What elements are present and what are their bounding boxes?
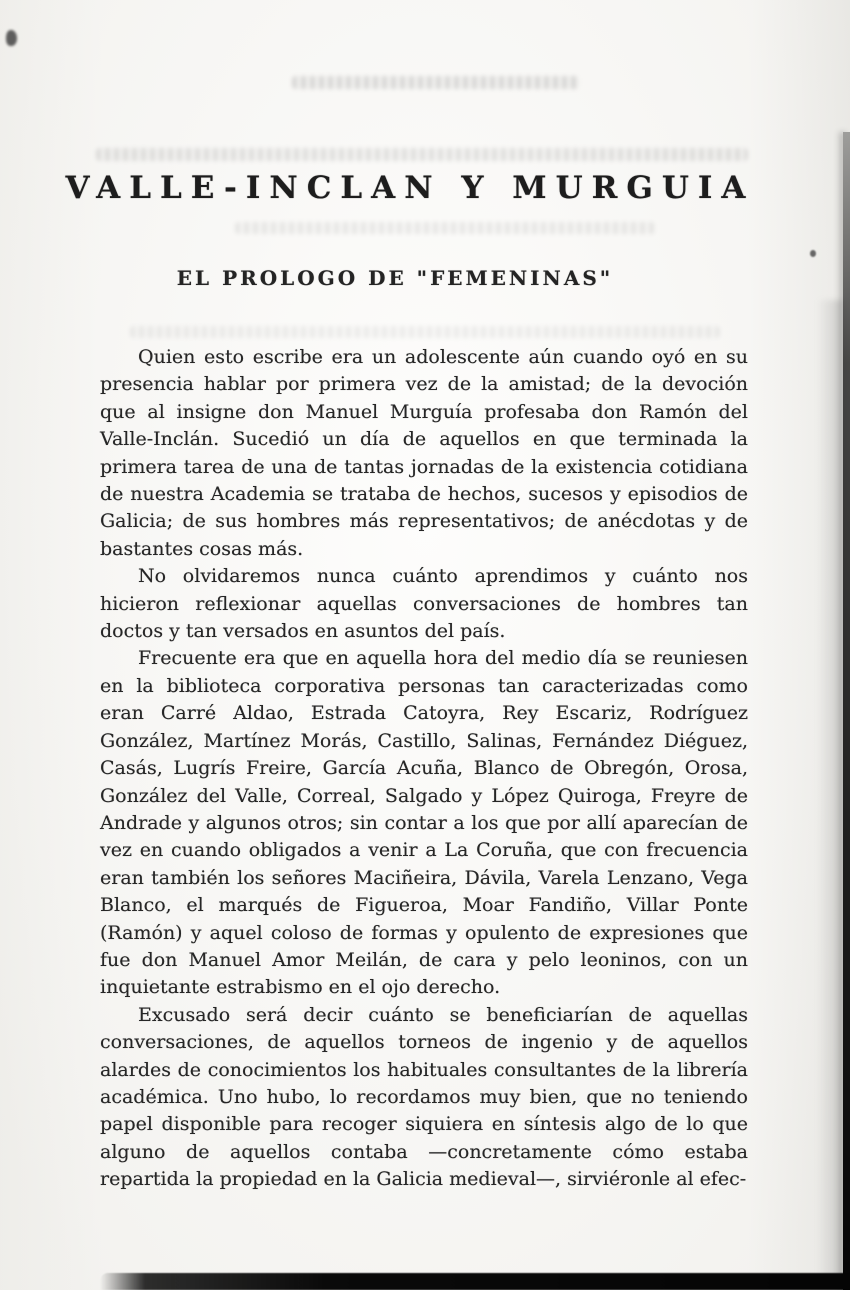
scan-artifact-faded-line [96,148,748,161]
scan-artifact-speck [810,250,816,257]
section-subtitle: EL PROLOGO DE "FEMENINAS" [176,266,614,290]
scan-artifact-under-title [235,222,655,234]
paragraph-1: Quien esto escribe era un adolescente aún cuando oyó en su presencia hablar por primera vez de la amistad; de la devoción que al insigne don Manuel Murguía profesaba don Ramón del Valle-Inclán. Sucedió un día de aquellos en que terminada la primera tarea de una de tantas jornadas de la existencia cotidiana de nuestra Academia se trataba de hechos, sucesos y episodios de Galicia; de sus hombres más representativos; de anécdotas y de bastantes cosas más. [100,346,748,560]
scan-artifact-above-body [130,326,720,338]
scan-edge-right [843,132,850,1290]
scan-artifact-header-smudge [292,76,580,89]
body-text [100,344,748,1194]
scan-edge-bottom [100,1273,850,1290]
page-title: VALLE-INCLAN Y MURGUIA [65,170,755,206]
paragraph-4: Excusado será decir cuánto se beneficiarían de aquellas conversaciones, de aquellos torneos de ingenio y de aquellos alardes de conocimientos los habituales consultantes de la librería académica. Uno hubo, lo recordamos muy bien, que no teniendo papel disponible para recoger siquiera en síntesis algo de lo que alguno de aquellos contaba —concretamente cómo estaba repartida la propiedad en la Galicia medieval—, sirviéronle al efec- [100,1003,748,1191]
scan-artifact-ink-spot [6,30,17,46]
paragraph-3: Frecuente era que en aquella hora del medio día se reuniesen en la biblioteca corporativa personas tan caracterizadas como eran Carré Aldao, Estrada Catoyra, Rey Escariz, Rodríguez González, Martínez Morás, Castillo, Salinas, Fernández Diéguez, Casás, Lugrís Freire, García Acuña, Blanco de Obregón, Orosa, González del Valle, Correal, Salgado y López Quiroga, Freyre de Andrade y algunos otros; sin contar a los que por allí aparecían de vez en cuando obligados a venir a La Coruña, que con frecuencia eran también los señores Maciñeira, Dávila, Varela Lenzano, Vega Blanco, el marqués de Figueroa, Moar Fandiño, Villar Ponte (Ramón) y aquel coloso de formas y opulento de expresiones que fue don Manuel Amor Meilán, de cara y pelo leoninos, con un inquietante estrabismo en el ojo derecho. [100,647,748,999]
paragraph-2: No olvidaremos nunca cuánto aprendimos y cuánto nos hicieron reflexionar aquellas conversaciones de hombres tan doctos y tan versados en asuntos del país. [100,565,748,643]
scan-gutter-shadow [817,300,843,1290]
